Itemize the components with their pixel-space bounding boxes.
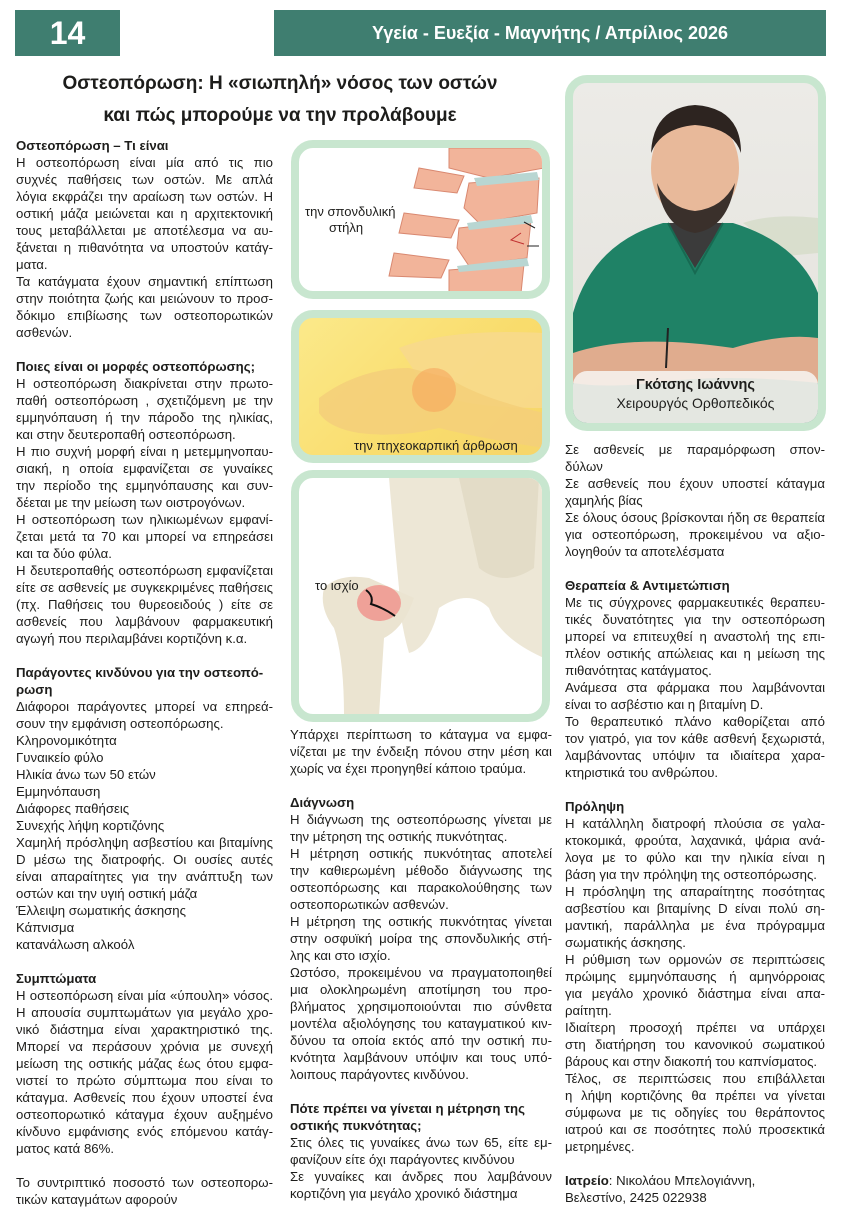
text-line: είτε σε ασθενείς με συγκεκριμένες παθήσεις (16, 580, 273, 595)
text-line: νιστεί το πρώτο σύμπτωμα που είναι το (16, 1073, 273, 1088)
text-line: Η οστεοπόρωση των ηλικιωμένων εμφανί- (16, 512, 273, 527)
text-line: σιακή, η οποία εμφανίζεται σε γυναίκες (16, 461, 273, 476)
column-3 (565, 441, 825, 1206)
text-line: Η διάγνωση της οστεοπόρωσης γίνεται με (290, 812, 552, 827)
clinic-info (565, 1172, 825, 1189)
text-line: συχνές παθήσεις των οστών. Με απλά (16, 172, 273, 187)
section-heading: Συμπτώματα (16, 971, 97, 986)
text-line: δέεται με την μείωση των οιστρογόνων. (16, 495, 246, 510)
text-line: Ιδιαίτερη προσοχή πρέπει να υπάρχει (565, 1020, 825, 1035)
text-line: για μεγάλο χρονικό διάστημα είναι απα- (565, 986, 825, 1001)
text-line: τους μεταβάλλεται με αποτέλεσμα να αυ- (16, 223, 273, 238)
text-line: λης και στο ισχίο. (290, 948, 391, 963)
text-line: Διάφορες παθήσεις (16, 801, 130, 816)
text-line: Τέλος, σε περιπτώσεις που επιβάλλεται (565, 1071, 825, 1086)
section-heading: Παράγοντες κινδύνου για την οστεοπό- (16, 665, 264, 680)
text-line: πρώιμης εμμηνόπαυσης ή αμηνόρροιας (565, 969, 825, 984)
text-line: D μέσω της διατροφής. Οι ουσίες αυτές (16, 852, 273, 867)
text-line: τον γιατρό, για τον κάθε ασθενή ξεχωριστά, (565, 731, 825, 746)
text-line: κίνδυνο εμφάνισης ενός επόμενου κατάγ- (16, 1124, 273, 1139)
text-line: δύνου τα οποία εκτός από την οστική πυ- (290, 1033, 552, 1048)
text-line: ιατρού και σε ποσότητες πολύ προσεκτικά (565, 1122, 825, 1137)
section-heading: Ποιες είναι οι μορφές οστεοπόρωσης; (16, 359, 255, 374)
author-photo (565, 75, 826, 431)
article-title-line-1: Οστεοπόρωση: Η «σιωπηλή» νόσος των οστών (62, 73, 498, 94)
text-line: χωρίς να έχει προηγηθεί κάποιο τραύμα. (290, 761, 527, 776)
text-line: λοιπους παράγοντες κινδύνου. (290, 1067, 469, 1082)
text-line: μια ολοκληρωμένη αποτίμηση του προ- (290, 982, 552, 997)
text-line: λαμβάνοντας υπόψιν τα ιδιαίτερα χαρα- (565, 748, 825, 763)
text-line: για οστεοπόρωση, προκειμένου να αξιο- (565, 527, 825, 542)
section-heading: Οστεοπόρωση – Τι είναι (16, 138, 169, 153)
wrist-illustration (299, 318, 544, 457)
text-line: κτοκομικά, φρούτα, λαχανικά, ψάρια ανά- (565, 833, 825, 848)
text-line: ραίτητη. (565, 1003, 612, 1018)
author-name: Γκότσης Ιωάννης (636, 377, 755, 393)
clinic-label: Ιατρείο (565, 1173, 609, 1188)
text-line: μπορεί να επιτευχθεί η αναστολή της επι- (565, 629, 825, 644)
text-line: Η απουσία συμπτωμάτων για μεγάλο χρο- (16, 1005, 273, 1020)
text-line: Σε όλους όσους βρίσκονται ήδη σε θεραπεία (565, 510, 825, 525)
text-line: σωματικής άσκησης. (565, 935, 686, 950)
text-line: κάταγμα. Ασθενείς που έχουν υποστεί ένα (16, 1090, 273, 1105)
section-heading: Θεραπεία & Αντιμετώπιση (565, 578, 730, 593)
text-line: σουν την εμφάνιση οστεοπόρωσης. (16, 716, 224, 731)
text-line: νικό διάστημα είναι χαρακτηριστικό της. (16, 1022, 273, 1037)
text-line: Σε ασθενείς με παραμόρφωση σπον- (565, 442, 825, 457)
section-heading: Πρόληψη (565, 799, 625, 814)
text-line: μείωση της οστικής μάζας έως ότου εμφα- (16, 1056, 273, 1071)
text-line: είναι απαραίτητες για την ανάπτυξη των (16, 869, 273, 884)
text-line: Η πρόσληψη της απαραίτητης ποσότητας (565, 884, 825, 899)
text-line: βλήματος χρησιμοποιούνται πιο σύνθετα (290, 999, 552, 1014)
text-line: δόκιμο επιβίωσης των οστεοπορωτικών (16, 308, 273, 323)
text-line: βάση για την πρόληψη της οστεοπόρωσης. (565, 867, 817, 882)
text-line: ασβεστίου και βιταμίνης D είναι πολύ ση- (565, 901, 825, 916)
hip-illustration (299, 478, 544, 716)
text-line: Κληρονομικότητα (16, 733, 117, 748)
text-line: αγωγή που περιλαμβάνει κορτιζόνη κ.α. (16, 631, 248, 646)
text-line: λόγια εκφράζει την αραίωση των οστών. Η (16, 189, 273, 204)
text-line: εμμηνόπαυση ή την πάροδο της ηλικίας, (16, 410, 273, 425)
text-line: Εμμηνόπαυση (16, 784, 101, 799)
text-line: και τα δύο φύλα. (16, 546, 112, 561)
text-line: ασθενείς που λαμβάνουν φαρμακευτική (16, 614, 273, 629)
text-line: την περίοδο της εμμηνόπαυσης και συν- (16, 478, 273, 493)
text-line: είναι το ασβέστιο και η βιταμίνη D. (565, 697, 764, 712)
text-line: Χαμηλή πρόσληψη ασβεστίου και βιταμίνης (16, 835, 273, 850)
text-line: Η ρύθμιση των ορμονών σε περιπτώσεις (565, 952, 825, 967)
wrist-image (291, 310, 550, 463)
text-line: νίζεται με την ένδειξη πόνου στην μέση και (290, 744, 552, 759)
text-line: φανίζουν είτε όχι παράγοντες κινδύνου (290, 1152, 515, 1167)
text-line: Η οστεοπόρωση είναι μία από τις πιο (16, 155, 273, 170)
text-line: Με τις σύγχρονες φαρμακευτικές θεραπευ- (565, 595, 825, 610)
text-line: πλέον οστικής απώλειας και η μείωση της (565, 646, 825, 661)
wrist-caption: την πηχεοκαρπική άρθρωση (354, 438, 518, 453)
text-line: ματος κατά 86%. (16, 1141, 115, 1156)
text-line: Τα κατάγματα έχουν σημαντική επίπτωση (16, 274, 273, 289)
column-1 (16, 137, 273, 1208)
section-heading: Πότε πρέπει να γίνεται η μέτρηση της (290, 1101, 525, 1116)
text-line: Υπάρχει περίπτωση το κάταγμα να εμφα- (290, 727, 552, 742)
text-line: ματα. (16, 257, 48, 272)
text-line: χαμηλής βίας (565, 493, 643, 508)
text-line: λογηθούν τα αποτελέσματα (565, 544, 725, 559)
text-line: οστεοπορωτικό κάταγμα έχουν αυξημένο (16, 1107, 273, 1122)
article-title-line-2: και πώς μπορούμε να την προλάβουμε (103, 105, 457, 126)
text-line: πιθανότητας κατάγματος. (565, 663, 712, 678)
text-line: Ανάμεσα στα φάρμακα που λαμβάνονται (565, 680, 825, 695)
text-line: Σε γυναίκες και άνδρες που λαμβάνουν (290, 1169, 552, 1184)
section-heading: Διάγνωση (290, 795, 355, 810)
text-line: Σε ασθενείς που έχουν υποστεί κάταγμα (565, 476, 825, 491)
hip-caption: το ισχίο (315, 578, 359, 593)
author-role: Χειρουργός Ορθοπεδικός (616, 395, 775, 411)
text-line: λογα με το φύλο και την ηλικία είναι η (565, 850, 825, 865)
text-line: Κάπνισμα (16, 920, 75, 935)
text-line: Συνεχής λήψη κορτιζόνης (16, 818, 165, 833)
text-line: Γυναικείο φύλο (16, 750, 104, 765)
text-line: Η πιο συχνή μορφή είναι η μετεμμηνοπαυ- (16, 444, 273, 459)
masthead: Υγεία - Ευεξία - Μαγνήτης / Απρίλιος 2026 (274, 10, 826, 56)
author-nameplate (573, 371, 818, 423)
text-line: Η μέτρηση οστικής πυκνότητας αποτελεί (290, 846, 552, 861)
text-line: μετρημένες. (565, 1139, 635, 1154)
text-line: κτηριστικά του ανθρώπου. (565, 765, 719, 780)
page-number: 14 (15, 10, 120, 56)
text-line: τικές δυνατότητες για την οστεοπόρωση (565, 612, 825, 627)
text-line: στη διατήρηση του κανονικού σωματικού (565, 1037, 825, 1052)
spine-image (291, 140, 550, 299)
text-line: ζεται μετά τα 70 και μπορεί να επηρεάσει (16, 529, 273, 544)
text-line: σύμφωνα με τις οδηγίες του θεράποντος (565, 1105, 825, 1120)
text-line: οστών και την υγιή οστική μάζα (16, 886, 198, 901)
text-line: Ηλικία άνω των 50 ετών (16, 767, 156, 782)
text-line: οστεοπορωτικών ασθενών. (290, 897, 449, 912)
text-line: Η οστεοπόρωση είναι μία «ύπουλη» νόσος. (16, 988, 273, 1003)
text-line: κορτιζόνη για μεγάλο χρονικό διάστημα (290, 1186, 518, 1201)
text-line: Το συντριπτικό ποσοστό των οστεοπορω- (16, 1175, 273, 1190)
text-line: και στην δευτεροπαθή οστεοπόρωση. (16, 427, 236, 442)
text-line: μαντική, παράλληλα με ένα πρόγραμμα (565, 918, 825, 933)
text-line: Ωστόσο, προκειμένου να πραγματοποιηθεί (290, 965, 552, 980)
text-line: στην ποιότητα ζωής και μειώνουν το προσ- (16, 291, 273, 306)
hip-image (291, 470, 550, 722)
text-line: Η κατάλληλη διατροφή πλούσια σε γαλα- (565, 816, 825, 831)
text-line: την μέτρηση της οστικής πυκνότητας. (290, 829, 508, 844)
section-heading: ρωση (16, 682, 53, 697)
section-heading: οστικής πυκνότητας; (290, 1118, 422, 1133)
column-2 (290, 726, 552, 1202)
text-line: την καθιερωμένη μέθοδο διάγνωσης της (290, 863, 552, 878)
text-line: στην οσφυϊκή μοίρα της σπονδυλικής στή- (290, 931, 552, 946)
text-line: Η οστεοπόρωση διακρίνεται στην πρωτο- (16, 376, 273, 391)
text-line: (πχ. Παθήσεις του θυρεοειδούς ) είτε σε (16, 597, 273, 612)
text-line: Στις όλες τις γυναίκες άνω των 65, είτε εμ- (290, 1135, 552, 1150)
text-line: μοντέλα αξιολόγησης του καταγματικού κιν- (290, 1016, 552, 1031)
text-line: ασθενών. (16, 325, 73, 340)
text-line: Διάφοροι παράγοντες μπορεί να επηρεά- (16, 699, 273, 714)
text-line: κατανάλωση αλκοόλ (16, 937, 135, 952)
text-line: Το θεραπευτικό πλάνο καθορίζεται από (565, 714, 825, 729)
text-line: Έλλειψη σωματικής άσκησης (16, 903, 187, 918)
spine-caption-line-2: στήλη (329, 220, 364, 235)
text-line: παθή οστεοπόρωση , σχετιζόμενη με την (16, 393, 273, 408)
text-line: δύλων (565, 459, 603, 474)
spine-caption-line-1: την σπονδυλική (305, 204, 396, 219)
text-line: Μπορεί να περάσουν χρόνια με συνεχή (16, 1039, 273, 1054)
text-line: κνότητα λαμβάνουν υπόψιν και τους υπό- (290, 1050, 552, 1065)
text-line: ξάνεται η πιθανότητα να υποστούν κατάγ- (16, 240, 273, 255)
text-line: οστεοπόρωσης και παρακολούθησης των (290, 880, 552, 895)
text-line: Η μέτρηση της οστικής πυκνότητας γίνεται (290, 914, 552, 929)
text-line: Η δευτεροπαθής οστεοπόρωση εμφανίζεται (16, 563, 273, 578)
text-line: η λήψη κορτιζόνης θα πρέπει να γίνεται (565, 1088, 825, 1103)
text-line: οστική μάζα μειώνεται και η αρχιτεκτονική (16, 206, 273, 221)
text-line: βάρους και στην διακοπή του καπνίσματος. (565, 1054, 818, 1069)
clinic-address: : Νικολάου Μπελογιάννη, (608, 1173, 756, 1188)
text-line: τικών καταγμάτων αφορούν (16, 1192, 178, 1207)
clinic-address-line-2: Βελεστίνο, 2425 022938 (565, 1190, 707, 1205)
